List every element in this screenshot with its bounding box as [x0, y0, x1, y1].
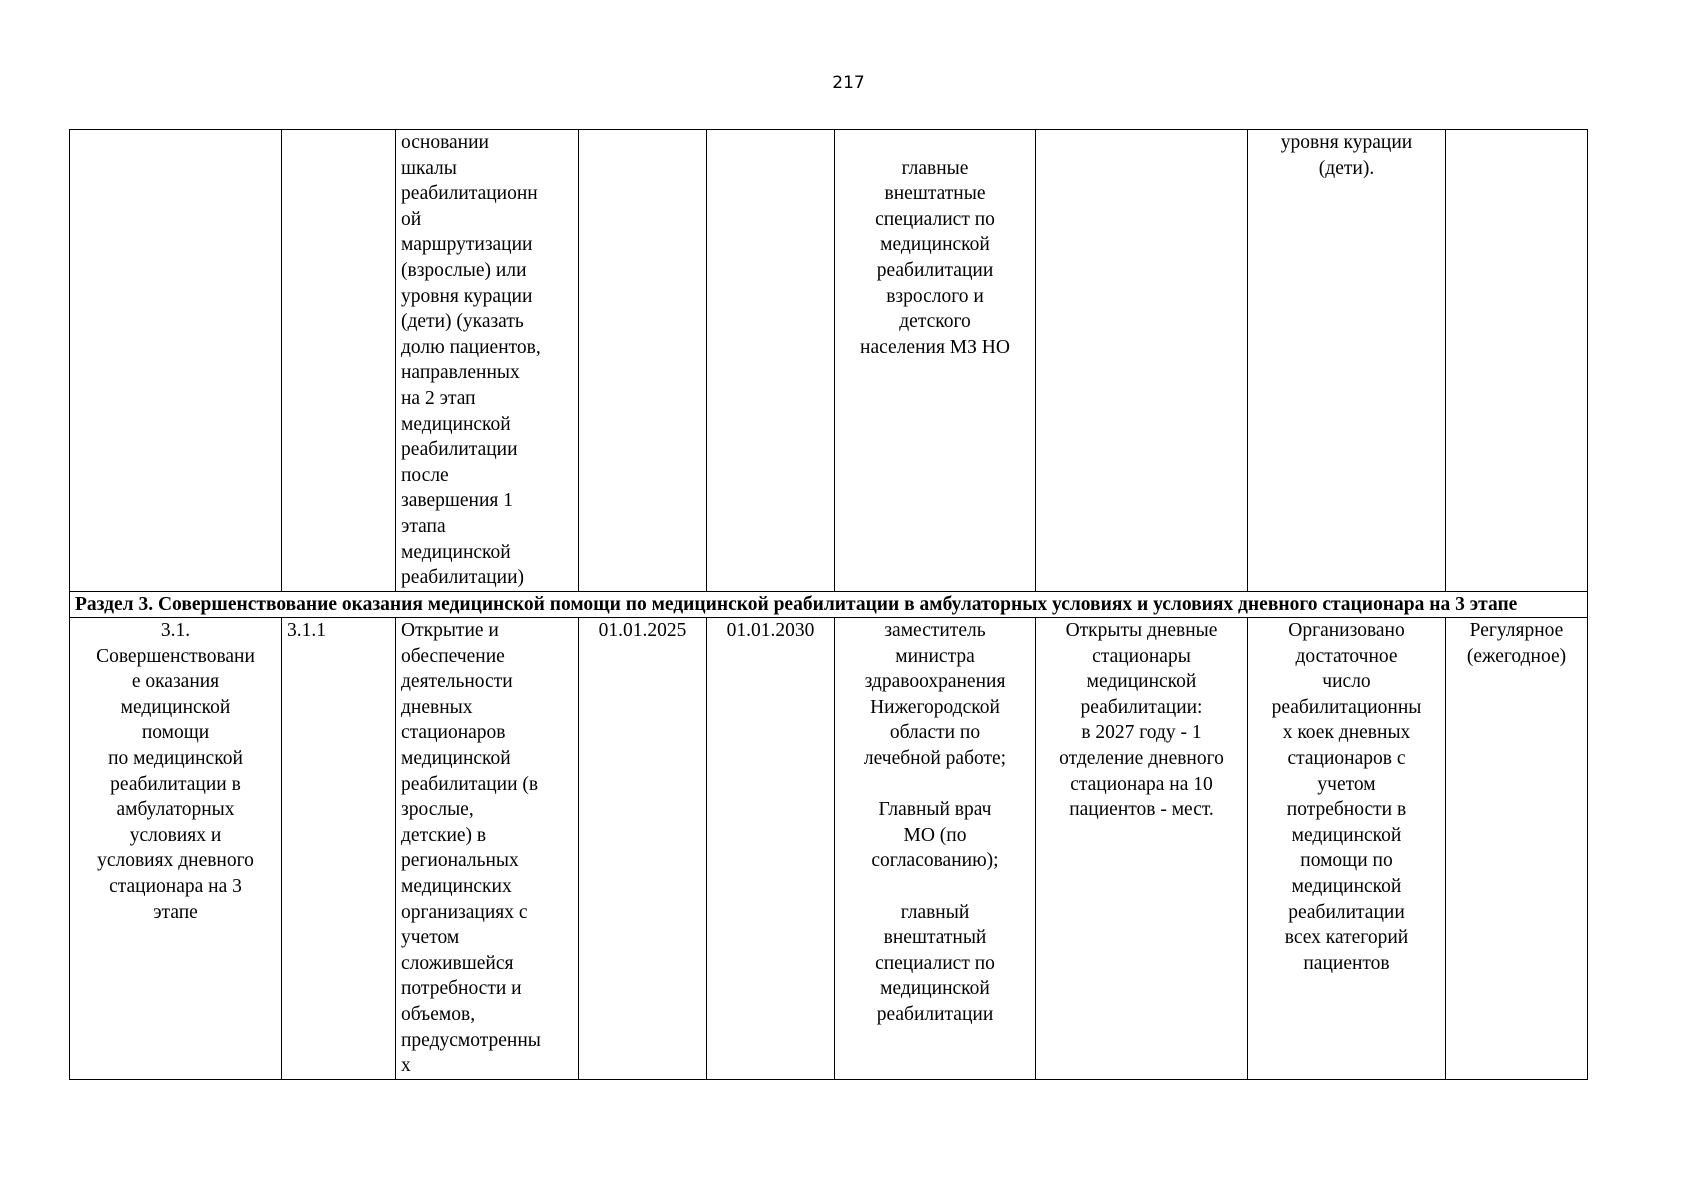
page-number: 217 [832, 73, 865, 93]
cell-frequency: Регулярное (ежегодное) [1446, 618, 1588, 1080]
section-title: Раздел 3. Совершенствование оказания медицинской помощи по медицинской реабилитации в амбулаторных условиях и условиях дневного стационара на 3 этапе [70, 592, 1588, 618]
cell-task [70, 130, 282, 592]
cell-measure: Открытие и обеспечение деятельности дневных стационаров медицинской реабилитации (в зрослые, детские) в региональных медицинских организациях с учетом сложившейся потребности и объемов, предусмотренны х [396, 618, 579, 1080]
cell-frequency [1446, 130, 1588, 592]
continuation-row [70, 130, 1588, 592]
measures-table [69, 129, 1588, 1080]
measure-row [70, 618, 1588, 1080]
cell-end-date: 01.01.2030 [707, 618, 835, 1080]
cell-result [1036, 130, 1248, 592]
cell-task: 3.1. Совершенствовани е оказания медицинской помощи по медицинской реабилитации в амбулаторных условиях и условиях дневного стационара на 3 этапе [70, 618, 282, 1080]
cell-indicator: уровня курации (дети). [1248, 130, 1446, 592]
cell-start-date [579, 130, 707, 592]
cell-measure: основании шкалы реабилитационн ой маршрутизации (взрослые) или уровня курации (дети) (указать долю пациентов, направленных на 2 этап медицинской реабилитации после завершения 1 этапа медицинской реабилитации) [396, 130, 579, 592]
cell-responsible: заместитель министра здравоохранения Нижегородской области по лечебной работе; Главный врач МО (по согласованию); главный внештатный специалист по медицинской реабилитации [835, 618, 1036, 1080]
cell-start-date: 01.01.2025 [579, 618, 707, 1080]
cell-end-date [707, 130, 835, 592]
cell-number: 3.1.1 [282, 618, 396, 1080]
cell-number [282, 130, 396, 592]
cell-result: Открыты дневные стационары медицинской реабилитации: в 2027 году - 1 отделение дневного стационара на 10 пациентов - мест. [1036, 618, 1248, 1080]
cell-indicator: Организовано достаточное число реабилитационны х коек дневных стационаров с учетом потребности в медицинской помощи по медицинской реабилитации всех категорий пациентов [1248, 618, 1446, 1080]
cell-responsible: главные внештатные специалист по медицинской реабилитации взрослого и детского населения МЗ НО [835, 130, 1036, 592]
section-header-row [70, 592, 1588, 618]
